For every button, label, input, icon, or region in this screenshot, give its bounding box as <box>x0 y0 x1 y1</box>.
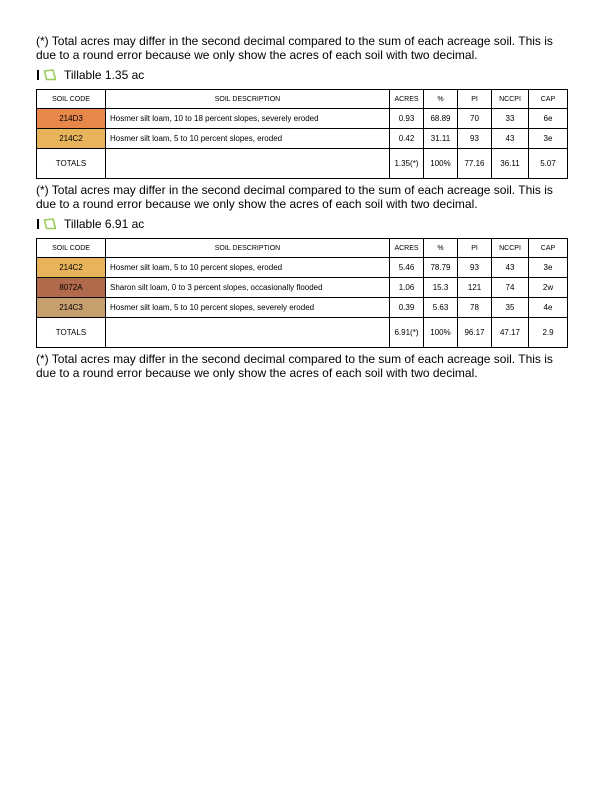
soil-report-page <box>36 34 567 380</box>
rounding-note: (*) Total acres may differ in the second decimal compared to the sum of each acreage soil. This is due to a round error because we only show the acres of each soil with two decimal. <box>36 352 553 380</box>
col-header-nccpi: NCCPI <box>492 239 529 258</box>
percent-cell: 15.3 <box>424 278 458 298</box>
table-row <box>37 298 568 318</box>
percent-cell: 31.11 <box>424 129 458 149</box>
cap-cell: 3e <box>529 129 568 149</box>
soil-description-cell: Sharon silt loam, 0 to 3 percent slopes, occasionally flooded <box>106 278 390 298</box>
totals-cap-cell: 2.9 <box>529 318 568 348</box>
section-title <box>36 216 567 232</box>
totals-nccpi-cell: 36.11 <box>492 149 529 179</box>
acres-cell: 5.46 <box>390 258 424 278</box>
col-header-soil-code: SOIL CODE <box>37 90 106 109</box>
col-header-cap: CAP <box>529 90 568 109</box>
col-header-percent: % <box>424 90 458 109</box>
cap-cell: 6e <box>529 109 568 129</box>
nccpi-cell: 33 <box>492 109 529 129</box>
soil-table <box>36 89 568 179</box>
totals-empty-cell <box>106 149 390 179</box>
col-header-percent: % <box>424 239 458 258</box>
nccpi-cell: 43 <box>492 258 529 278</box>
rounding-note: (*) Total acres may differ in the second decimal compared to the sum of each acreage soil. This is due to a round error because we only show the acres of each soil with two decimal. <box>36 183 553 211</box>
totals-acres-cell: 1.35(*) <box>390 149 424 179</box>
table-row <box>37 109 568 129</box>
soil-description-cell: Hosmer silt loam, 10 to 18 percent slopes, severely eroded <box>106 109 390 129</box>
cap-cell: 4e <box>529 298 568 318</box>
section-marker <box>37 70 39 80</box>
totals-row <box>37 318 568 348</box>
nccpi-cell: 74 <box>492 278 529 298</box>
section-title-text: Tillable 1.35 ac <box>64 68 145 82</box>
cap-cell: 2w <box>529 278 568 298</box>
acres-cell: 0.39 <box>390 298 424 318</box>
section-title <box>36 67 567 83</box>
totals-percent-cell: 100% <box>424 149 458 179</box>
soil-code-cell: 214C3 <box>37 298 106 318</box>
table-header-row <box>37 90 568 109</box>
pi-cell: 78 <box>458 298 492 318</box>
soil-code-cell: 214C2 <box>37 129 106 149</box>
rounding-note: (*) Total acres may differ in the second decimal compared to the sum of each acreage soil. This is due to a round error because we only show the acres of each soil with two decimal. <box>36 34 553 62</box>
percent-cell: 78.79 <box>424 258 458 278</box>
nccpi-cell: 35 <box>492 298 529 318</box>
table-row <box>37 278 568 298</box>
soil-description-cell: Hosmer silt loam, 5 to 10 percent slopes, severely eroded <box>106 298 390 318</box>
totals-empty-cell <box>106 318 390 348</box>
col-header-soil-code: SOIL CODE <box>37 239 106 258</box>
nccpi-cell: 43 <box>492 129 529 149</box>
totals-cap-cell: 5.07 <box>529 149 568 179</box>
col-header-acres: ACRES <box>390 90 424 109</box>
col-header-pi: PI <box>458 239 492 258</box>
col-header-pi: PI <box>458 90 492 109</box>
section-title-text: Tillable 6.91 ac <box>64 217 145 231</box>
col-header-soil-description: SOIL DESCRIPTION <box>106 239 390 258</box>
totals-acres-cell: 6.91(*) <box>390 318 424 348</box>
table-row <box>37 258 568 278</box>
cap-cell: 3e <box>529 258 568 278</box>
acres-cell: 0.93 <box>390 109 424 129</box>
percent-cell: 5.63 <box>424 298 458 318</box>
pi-cell: 93 <box>458 129 492 149</box>
totals-nccpi-cell: 47.17 <box>492 318 529 348</box>
field-boundary-icon <box>43 218 57 230</box>
acres-cell: 1.06 <box>390 278 424 298</box>
section-marker <box>37 219 39 229</box>
pi-cell: 121 <box>458 278 492 298</box>
col-header-acres: ACRES <box>390 239 424 258</box>
col-header-nccpi: NCCPI <box>492 90 529 109</box>
soil-description-cell: Hosmer silt loam, 5 to 10 percent slopes, eroded <box>106 258 390 278</box>
table-row <box>37 129 568 149</box>
totals-pi-cell: 96.17 <box>458 318 492 348</box>
col-header-soil-description: SOIL DESCRIPTION <box>106 90 390 109</box>
table-header-row <box>37 239 568 258</box>
percent-cell: 68.89 <box>424 109 458 129</box>
acres-cell: 0.42 <box>390 129 424 149</box>
totals-percent-cell: 100% <box>424 318 458 348</box>
soil-table <box>36 238 568 348</box>
totals-label-cell: TOTALS <box>37 149 106 179</box>
totals-row <box>37 149 568 179</box>
soil-code-cell: 214D3 <box>37 109 106 129</box>
col-header-cap: CAP <box>529 239 568 258</box>
pi-cell: 93 <box>458 258 492 278</box>
totals-label-cell: TOTALS <box>37 318 106 348</box>
soil-code-cell: 214C2 <box>37 258 106 278</box>
soil-description-cell: Hosmer silt loam, 5 to 10 percent slopes, eroded <box>106 129 390 149</box>
field-boundary-icon <box>43 69 57 81</box>
totals-pi-cell: 77.16 <box>458 149 492 179</box>
soil-code-cell: 8072A <box>37 278 106 298</box>
pi-cell: 70 <box>458 109 492 129</box>
